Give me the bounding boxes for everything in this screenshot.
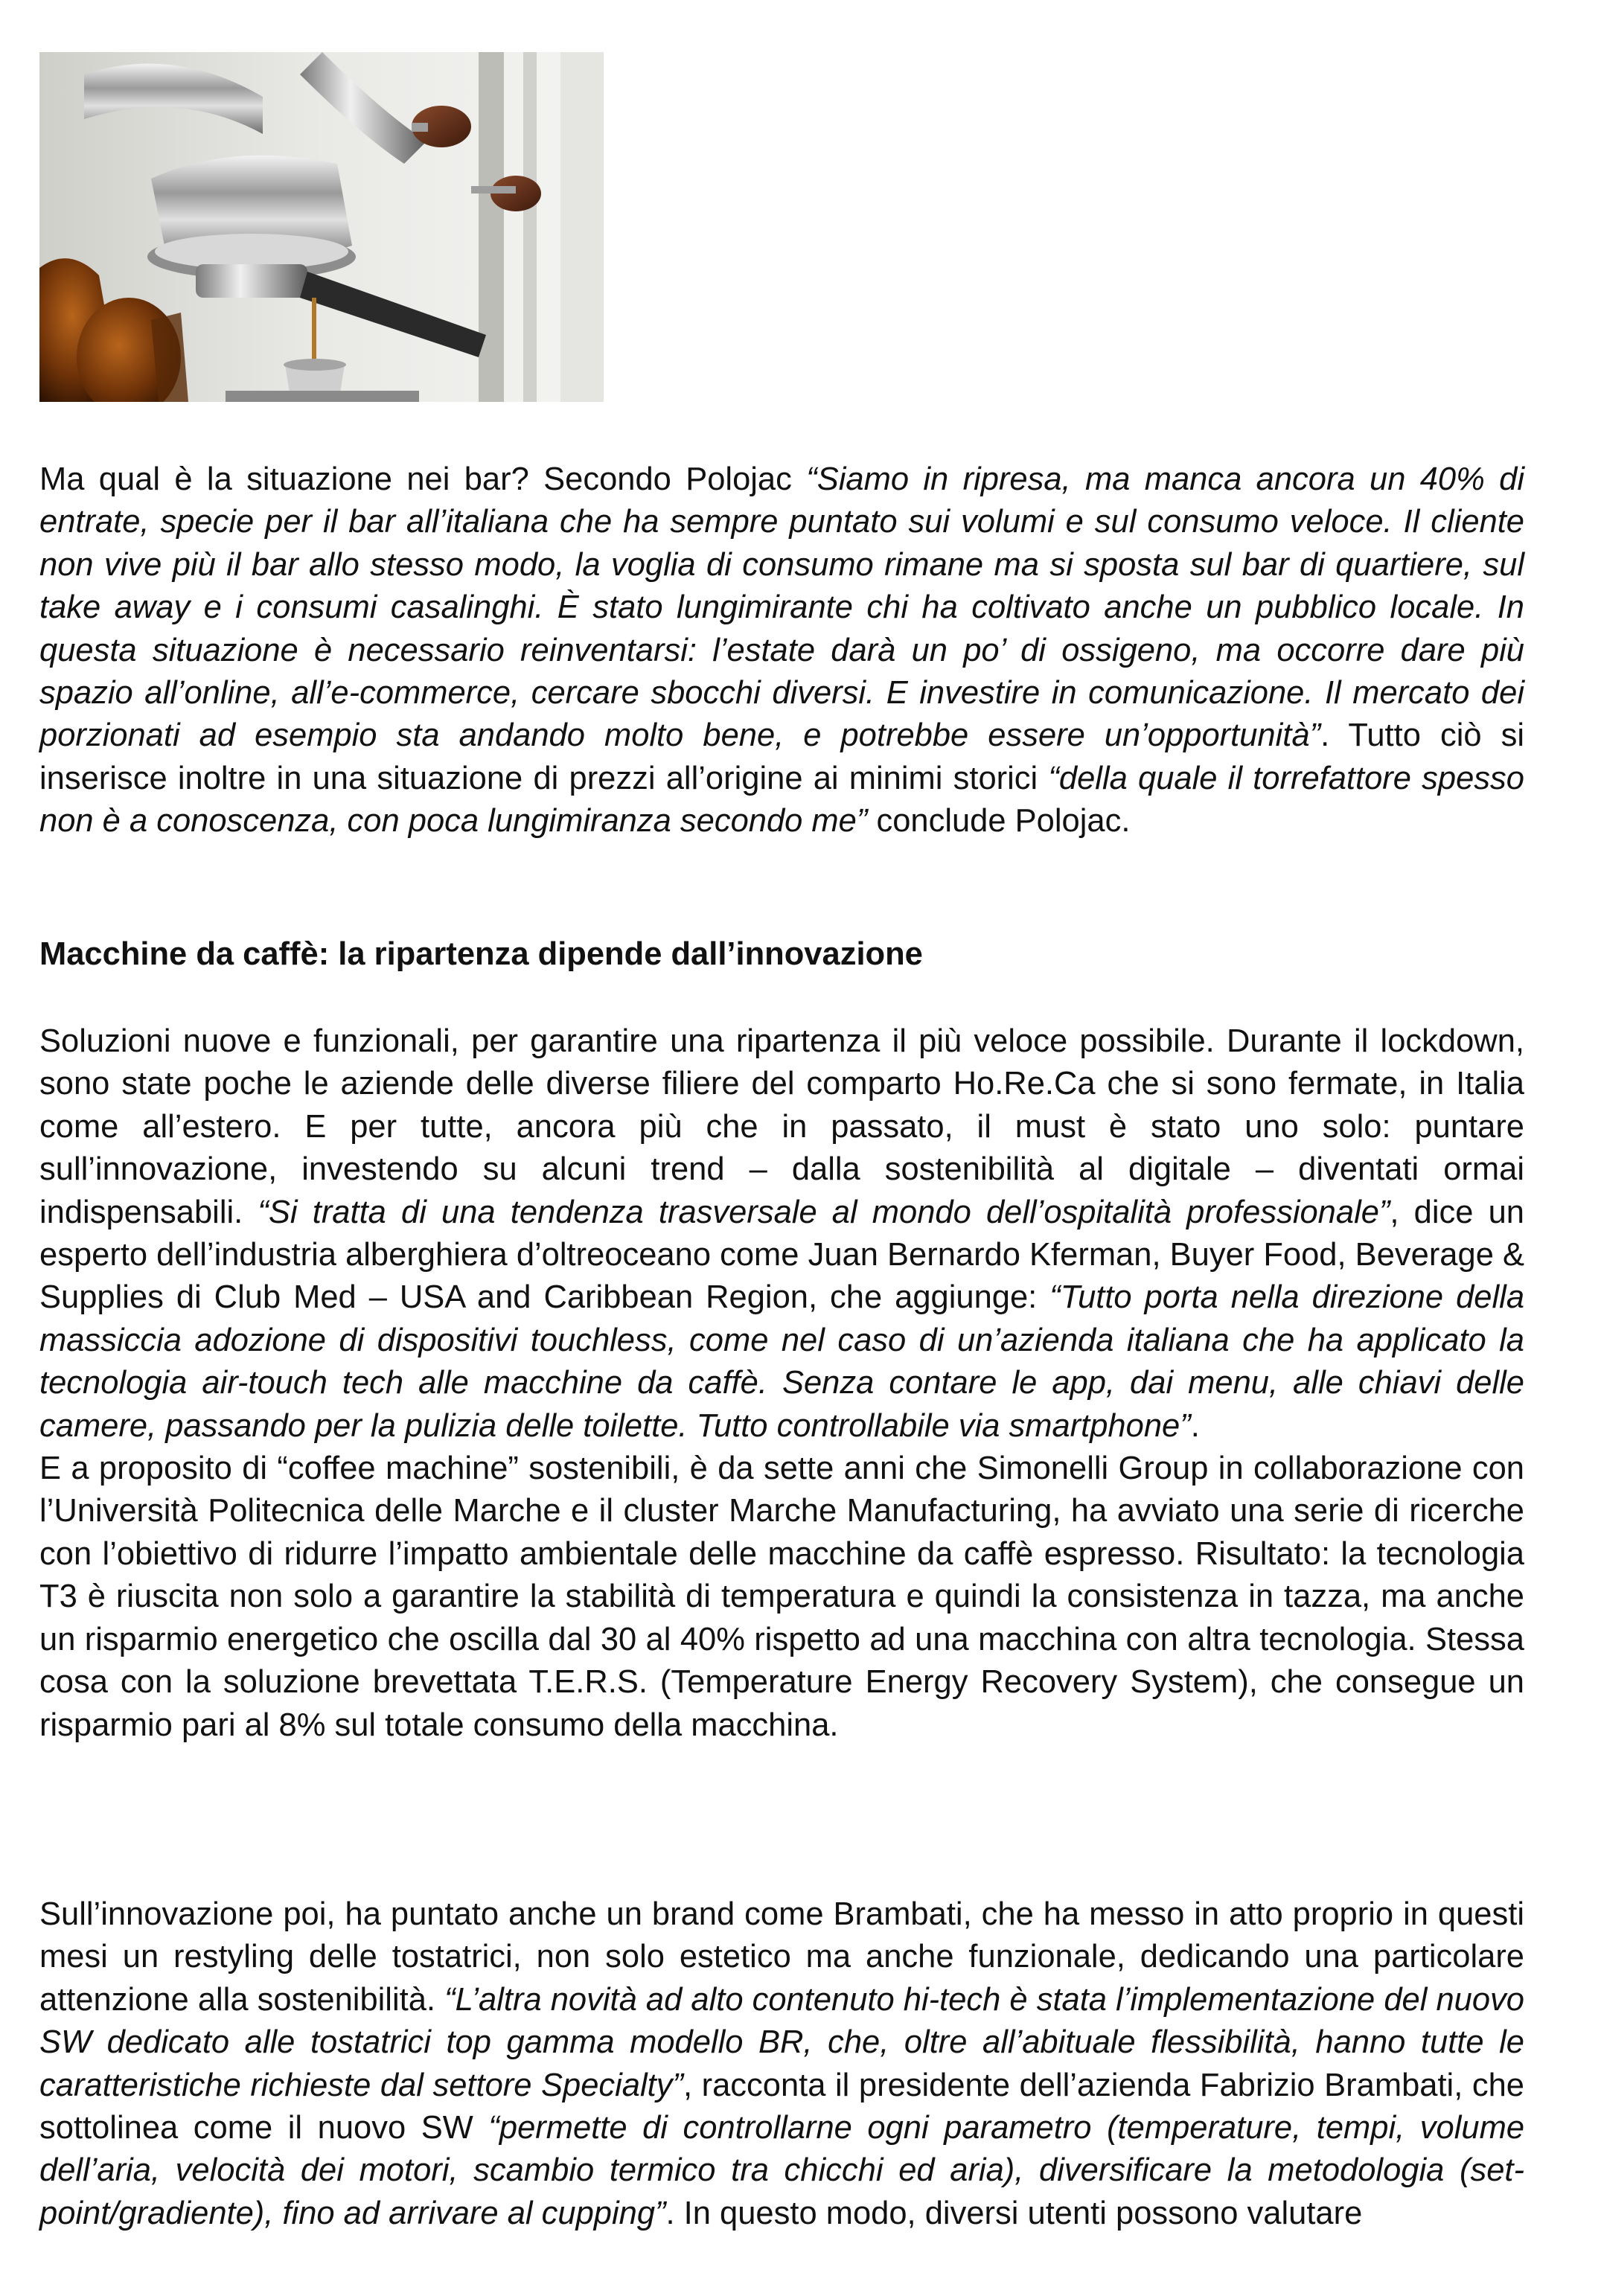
paragraph-text: , dice un esperto dell’industria alberghiera d’oltreoceano come Juan Bernardo Kferman, Buyer Food, Beverage & Supplies di Club Med – USA and Caribbean Region, che aggiunge: [39,1194,1524,1316]
paragraph-text: Sull’innovazione poi, ha puntato anche un brand come Brambati, che ha messo in atto proprio in questi mesi un restyling delle tostatrici, non solo estetico ma anche funzionale, dedicando una particolare attenzione alla sostenibilità. [39,1896,1524,2018]
quote-text: “Siamo in ripresa, ma manca ancora un 40% di entrate, specie per il bar all’italiana che ha sempre puntato sui volumi e sul consumo veloce. Il cliente non vive più il bar allo stesso modo, la voglia di consumo rimane ma si sposta sul bar di quartiere, sul take away e i consumi casalinghi. È stato lungimirante chi ha coltivato anche un pubblico locale. In questa situazione è necessario reinventarsi: l’estate darà un po’ di ossigeno, ma occorre dare più spazio all’online, all’e-commerce, cercare sbocchi diversi. E investire in comunicazione. Il mercato dei porzionati ad esempio sta andando molto bene, e potrebbe essere un’opportunità” [39,461,1524,754]
paragraph-innovation [39,1020,1524,1747]
section-heading: Macchine da caffè: la ripartenza dipende dall’innovazione [39,936,923,972]
quote-text: “L’altra novità ad alto contenuto hi-tech è stata l’implementazione del nuovo SW dedicato alle tostatrici top gamma modello BR, che, oltre all’abituale flessibilità, hanno tutte le caratteristiche richieste dal settore Specialty” [39,1981,1524,2103]
paragraph-text: . Tutto ciò si inserisce inoltre in una situazione di prezzi all’origine ai minimi storici [39,717,1524,796]
quote-text: “Tutto porta nella direzione della massiccia adozione di dispositivi touchless, come nel caso di un’azienda italiana che ha applicato la tecnologia air-touch tech alle macchine da caffè. Senza contare le app, dai menu, alle chiavi delle camere, passando per la pulizia delle toilette. Tutto controllabile via smartphone” [39,1279,1525,1444]
paragraph-text: conclude Polojac. [867,803,1131,840]
paragraph-bar-situation [39,458,1524,843]
espresso-machine-illustration [39,52,604,402]
paragraph-brambati [39,1893,1524,2235]
espresso-machine-photo [39,52,604,402]
quote-text: “permette di controllarne ogni parametro (temperature, tempi, volume dell’aria, velocità dei motori, scambio termico tra chicchi ed aria), diversificare la metodologia (set-point/gradiente), fino ad arrivare al cupping” [39,2110,1525,2231]
paragraph-text: . In questo modo, diversi utenti possono valutare [665,2195,1363,2231]
paragraph-text: Ma qual è la situazione nei bar? Secondo Polojac [39,461,807,497]
paragraph-text: E a proposito di “coffee machine” sostenibili, è da sette anni che Simonelli Group in collaborazione con l’Università Politecnica delle Marche e il cluster Marche Manufacturing, ha avviato una serie di ricerche con l’obiettivo di ridurre l’impatto ambientale delle macchine da caffè espresso. Risultato: la tecnologia T3 è riuscita non solo a garantire la stabilità di temperatura e quindi la consistenza in tazza, ma anche un risparmio energetico che oscilla dal 30 al 40% rispetto ad una macchina con altra tecnologia. Stessa cosa con la soluzione brevettata T.E.R.S. (Temperature Energy Recovery System), che consegue un risparmio pari al 8% sul totale consumo della macchina. [39,1451,1524,1743]
paragraph-text: , racconta il presidente dell’azienda Fabrizio Brambati, che sottolinea come il nuovo SW [39,2067,1524,2146]
paragraph-text: . [1190,1407,1200,1444]
paragraph-text: Soluzioni nuove e funzionali, per garantire una ripartenza il più veloce possibile. Durante il lockdown, sono state poche le aziende delle diverse filiere del comparto Ho.Re.Ca che si sono fermate, in Italia come all’estero. E per tutte, ancora più che in passato, il must è stato uno solo: puntare sull’innovazione, investendo su alcuni trend – dalla sostenibilità al digitale – diventati ormai indispensabili. [39,1023,1524,1230]
quote-text: “della quale il torrefattore spesso non è a conoscenza, con poca lungimiranza secondo me” [39,760,1524,840]
quote-text: “Si tratta di una tendenza trasversale al mondo dell’ospitalità professionale” [258,1194,1390,1230]
